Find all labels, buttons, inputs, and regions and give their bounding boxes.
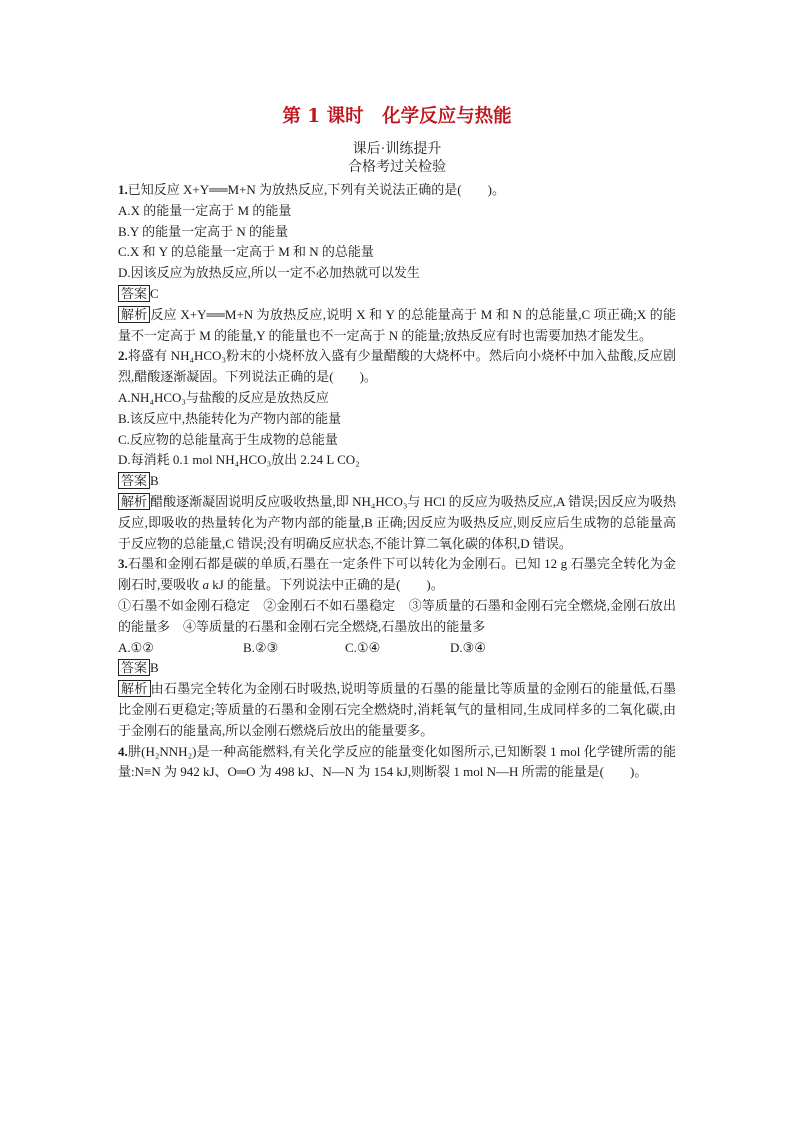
subtitle: 课后·训练提升: [352, 142, 442, 157]
stem-text-after: kJ 的能量。下列说法中正确的是( )。: [209, 577, 444, 593]
question-stem: [118, 742, 676, 784]
answer-line: [118, 658, 676, 679]
option-d: D.每消耗 0.1 mol NH₄HCO₃放出 2.24 L CO₂: [118, 452, 360, 468]
option-b: B.该反应中,热能转化为产物内部的能量: [118, 410, 342, 426]
option-a: A.X 的能量一定高于 M 的能量: [118, 202, 292, 218]
question-stem: [118, 180, 676, 201]
question-2: [118, 346, 676, 554]
stem-text: 已知反应 X+Y══M+N 为放热反应,下列有关说法正确的是( )。: [127, 182, 505, 197]
answer-line: [118, 284, 676, 305]
option-c: C.X 和 Y 的总能量一定高于 M 和 N 的总能量: [118, 244, 374, 260]
analysis-text: 反应 X+Y══M+N 为放热反应,说明 X 和 Y 的总能量高于 M 和 N 的总能量,C 项正确;X 的能量不一定高于 M 的能量,Y 的能量也不一定高于 N 的能量;放热反应有时也需要加热才能发生。: [118, 306, 676, 343]
answer-label: 答案: [118, 659, 150, 676]
analysis-label: 解析: [118, 493, 150, 510]
question-list: [118, 180, 676, 783]
analysis-paragraph: [118, 492, 676, 554]
page-title: 第 1 课时 化学反应与热能: [282, 106, 512, 127]
analysis-paragraph: [118, 679, 676, 741]
section-heading: 合格考过关检验: [348, 160, 446, 175]
statement-list: ①石墨不如金刚石稳定 ②金刚石不如石墨稳定 ③等质量的石墨和金刚石完全燃烧,金刚石放出的能量多 ④等质量的石墨和金刚石完全燃烧,石墨放出的能量多: [118, 597, 676, 634]
question-stem: [118, 554, 676, 596]
answer-value: B: [150, 660, 159, 676]
option-a: A.①②: [118, 639, 154, 655]
question-stem: [118, 346, 676, 388]
analysis-paragraph: [118, 305, 676, 347]
question-number: 3.: [118, 556, 128, 572]
lesson-header: [118, 105, 676, 177]
question-number: 1.: [118, 182, 128, 197]
answer-label: 答案: [118, 285, 150, 302]
option-c: C.反应物的总能量高于生成物的总能量: [118, 431, 338, 447]
option-b: B.②③: [243, 639, 279, 655]
option-b: B.Y 的能量一定高于 N 的能量: [118, 223, 288, 239]
answer-value: C: [150, 285, 159, 301]
stem-text: 肼(H₂NNH₂)是一种高能燃料,有关化学反应的能量变化如图所示,已知断裂 1 mol 化学键所需的能量:N≡N 为 942 kJ、O═O 为 498 kJ、N—N 为 154 kJ,则断裂 1 mol N—H 所需的能量是( )。: [118, 743, 676, 780]
option-a: A.NH₄HCO₃与盐酸的反应是放热反应: [118, 389, 329, 405]
question-4: [118, 742, 676, 784]
stem-text: 将盛有 NH₄HCO₃粉末的小烧杯放入盛有少量醋酸的大烧杯中。然后向小烧杯中加入盐酸,反应剧烈,醋酸逐渐凝固。下列说法正确的是( )。: [118, 348, 676, 385]
analysis-label: 解析: [118, 306, 150, 323]
stem-variable: a: [202, 577, 210, 593]
answer-label: 答案: [118, 472, 150, 489]
analysis-text: 醋酸逐渐凝固说明反应吸收热量,即 NH₄HCO₃与 HCl 的反应为吸热反应,A 错误;因反应为吸热反应,即吸收的热量转化为产物内部的能量,B 正确;因反应为吸热反应,则反应后生成物的总能量高于反应物的总能量,C 错误;没有明确反应状态,不能计算二氧化碳的体积,D 错误。: [118, 493, 676, 551]
question-number: 2.: [118, 348, 128, 364]
option-d: D.③④: [450, 639, 486, 655]
question-1: [118, 180, 676, 346]
option-row: [118, 638, 676, 659]
option-c: C.①④: [345, 639, 381, 655]
stem-text-before: 石墨和金刚石都是碳的单质,石墨在一定条件下可以转化为金刚石。已知 12 g 石墨完全转化为金刚石时,要吸收: [118, 556, 676, 593]
question-3: [118, 554, 676, 741]
answer-line: [118, 471, 676, 492]
analysis-text: 由石墨完全转化为金刚石时吸热,说明等质量的石墨的能量比等质量的金刚石的能量低,石墨比金刚石更稳定;等质量的石墨和金刚石完全燃烧时,消耗氧气的量相同,生成同样多的二氧化碳,由于金刚石的能量高,所以金刚石燃烧后放出的能量要多。: [118, 681, 676, 738]
answer-value: B: [150, 473, 159, 489]
option-d: D.因该反应为放热反应,所以一定不必加热就可以发生: [118, 265, 420, 281]
analysis-label: 解析: [118, 680, 151, 697]
question-number: 4.: [118, 743, 128, 759]
